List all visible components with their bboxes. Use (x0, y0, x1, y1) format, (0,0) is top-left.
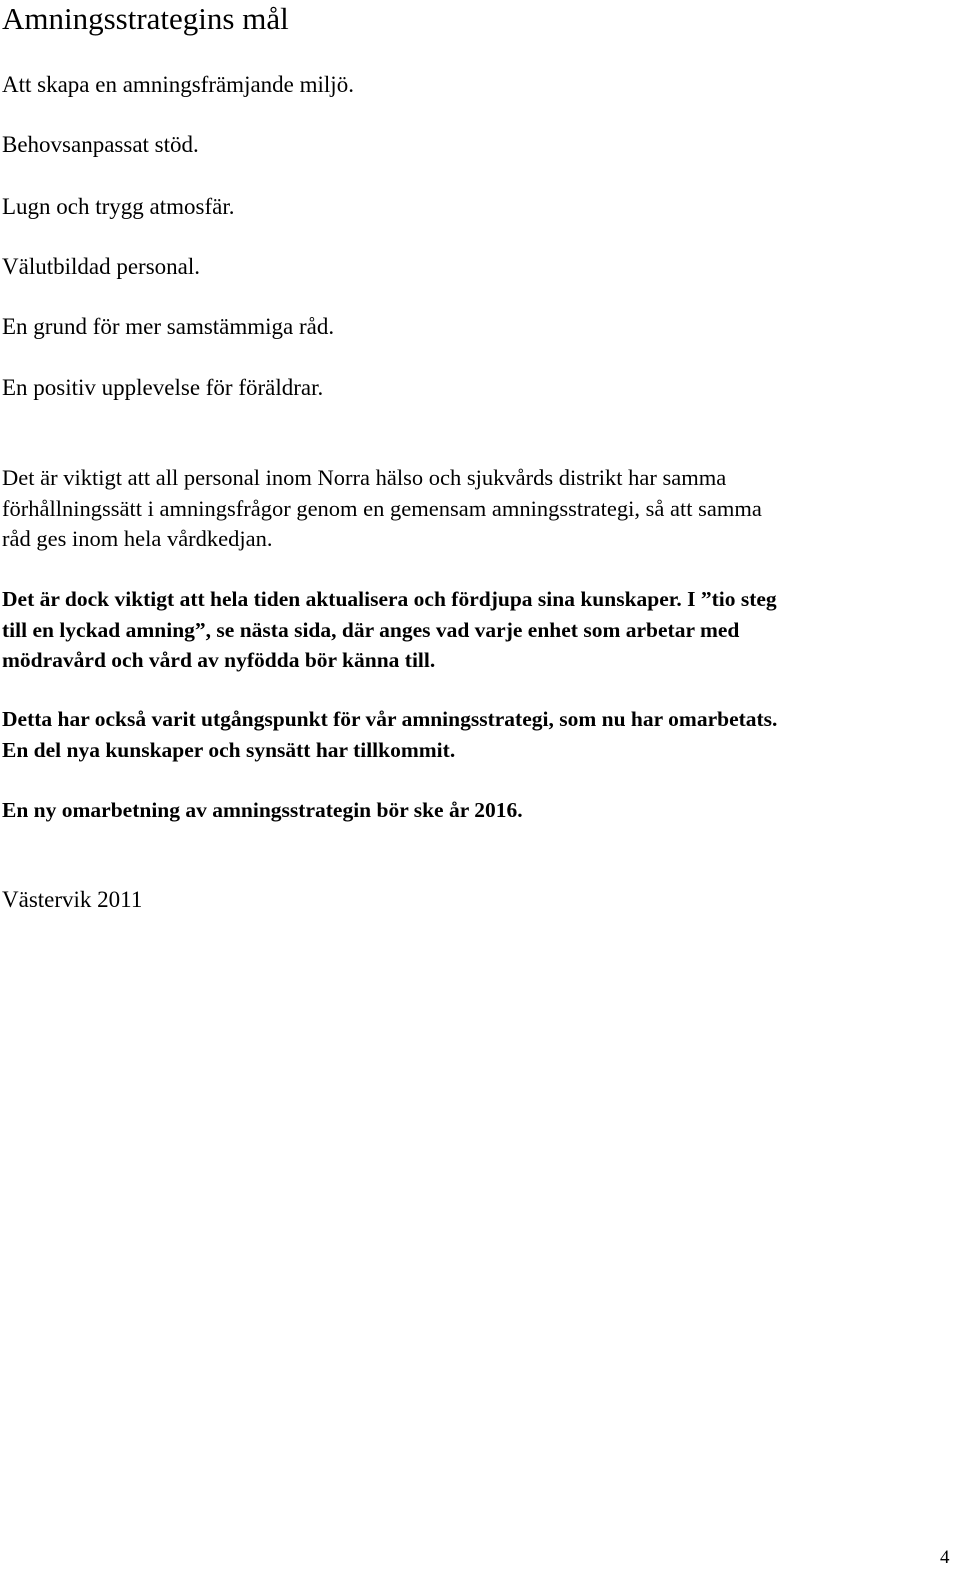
page-number: 4 (940, 1547, 950, 1568)
goal-item: En positiv upplevelse för föräldrar. (2, 375, 324, 400)
paragraph-line: till en lyckad amning”, se nästa sida, där anges vad varje enhet som arbetar med (2, 617, 740, 642)
paragraph-knowledge (2, 584, 958, 676)
page-title: Amningsstrategins mål (2, 1, 289, 36)
goal-item: Att skapa en amningsfrämjande miljö. (2, 72, 354, 97)
goal-item: Behovsanpassat stöd. (2, 132, 199, 157)
paragraph-line: Det är viktigt att all personal inom Norra hälso och sjukvårds distrikt har samma (2, 465, 727, 490)
paragraph-line: En ny omarbetning av amningsstrategin bör ske år 2016. (2, 798, 523, 822)
paragraph-next-revision (2, 795, 958, 826)
goal-item: Lugn och trygg atmosfär. (2, 194, 235, 219)
goal-item: Välutbildad personal. (2, 254, 201, 279)
goal-item: En grund för mer samstämmiga råd. (2, 314, 335, 339)
paragraph-line: Det är dock viktigt att hela tiden aktualisera och fördjupa sina kunskaper. I ”tio steg (2, 587, 777, 611)
paragraph-line: mödravård och vård av nyfödda bör känna till. (2, 648, 436, 672)
paragraph-line: En del nya kunskaper och synsätt har tillkommit. (2, 737, 456, 762)
paragraph-line: Detta har också varit utgångspunkt för vår amningsstrategi, som nu har omarbetats. (2, 707, 778, 731)
paragraph-line: förhållningssätt i amningsfrågor genom en gemensam amningsstrategi, så att samma (2, 495, 762, 521)
paragraph-line: råd ges inom hela vårdkedjan. (2, 526, 273, 551)
paragraph-revision (2, 704, 958, 765)
place-and-year: Västervik 2011 (2, 887, 143, 912)
paragraph-staff-approach (2, 463, 958, 555)
